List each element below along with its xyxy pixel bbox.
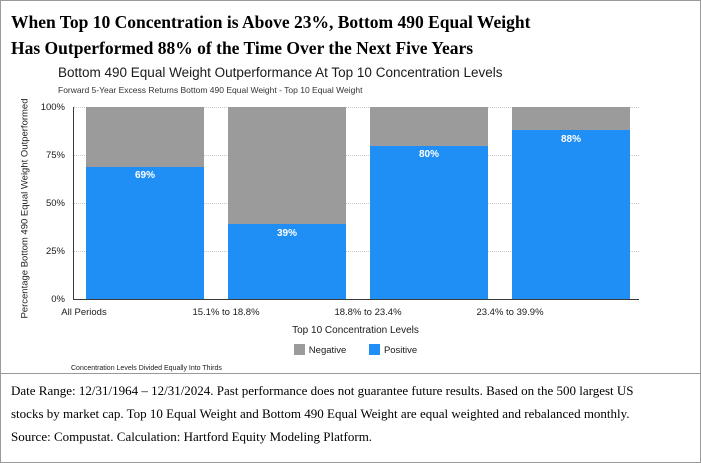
x-tick-label-15-1-to-18-8: 15.1% to 18.8% bbox=[192, 307, 260, 318]
bar-positive[interactable] bbox=[370, 146, 488, 300]
legend-item-negative[interactable] bbox=[294, 344, 347, 356]
headline-line-2: Has Outperformed 88% of the Time Over the Next Five Years bbox=[11, 38, 474, 58]
footnotes bbox=[11, 379, 693, 448]
bar-value-label: 69% bbox=[134, 170, 155, 181]
bar-value-label: 80% bbox=[418, 149, 439, 160]
bar-group-all-periods[interactable] bbox=[86, 107, 204, 299]
legend bbox=[73, 344, 638, 356]
legend-item-positive[interactable] bbox=[369, 344, 417, 356]
bar-group-15-1-to-18-8[interactable] bbox=[228, 107, 346, 299]
plot-area bbox=[73, 107, 639, 300]
headline bbox=[11, 9, 691, 61]
y-tick-label-100: 100% bbox=[40, 102, 65, 113]
bar-group-23-4-to-39-9[interactable] bbox=[512, 107, 630, 299]
x-tick-label-23-4-to-39-9: 23.4% to 39.9% bbox=[476, 307, 544, 318]
y-tick-label-75: 75% bbox=[45, 150, 65, 161]
footnote-line-3: Source: Compustat. Calculation: Hartford Equity Modeling Platform. bbox=[11, 429, 373, 444]
footnote-line-2: stocks by market cap. Top 10 Equal Weight and Bottom 490 Equal Weight are equal weighted and rebalanced monthly. bbox=[11, 406, 630, 421]
bar-value-label: 88% bbox=[560, 134, 581, 145]
legend-label-negative: Negative bbox=[308, 345, 347, 356]
y-tick-label-50: 50% bbox=[45, 198, 65, 209]
y-axis-title: Percentage Bottom 490 Equal Weight Outperformed bbox=[19, 98, 31, 319]
bar-positive[interactable] bbox=[512, 130, 630, 299]
y-tick-label-0: 0% bbox=[51, 294, 65, 305]
x-tick-label-all-periods: All Periods bbox=[61, 307, 107, 318]
bar-positive[interactable] bbox=[86, 167, 204, 300]
chart-subtitle: Forward 5-Year Excess Returns Bottom 490 Equal Weight - Top 10 Equal Weight bbox=[58, 85, 363, 95]
chart-title: Bottom 490 Equal Weight Outperformance At Top 10 Concentration Levels bbox=[58, 65, 503, 80]
legend-swatch-positive-icon bbox=[369, 344, 380, 355]
headline-line-1: When Top 10 Concentration is Above 23%, Bottom 490 Equal Weight bbox=[11, 12, 531, 32]
y-tick-label-25: 25% bbox=[45, 246, 65, 257]
footnote-line-1: Date Range: 12/31/1964 – 12/31/2024. Past performance does not guarantee future results. Based on the 500 largest US bbox=[11, 383, 634, 398]
chart-panel bbox=[11, 63, 691, 371]
chart-annotation: Concentration Levels Divided Equally Into Thirds bbox=[71, 365, 222, 372]
bar-group-18-8-to-23-4[interactable] bbox=[370, 107, 488, 299]
legend-swatch-negative-icon bbox=[294, 344, 305, 355]
legend-label-positive: Positive bbox=[383, 345, 418, 356]
footnote-divider bbox=[1, 373, 700, 374]
x-tick-label-18-8-to-23-4: 18.8% to 23.4% bbox=[334, 307, 402, 318]
bar-value-label: 39% bbox=[276, 228, 297, 239]
x-axis-title: Top 10 Concentration Levels bbox=[292, 325, 419, 336]
